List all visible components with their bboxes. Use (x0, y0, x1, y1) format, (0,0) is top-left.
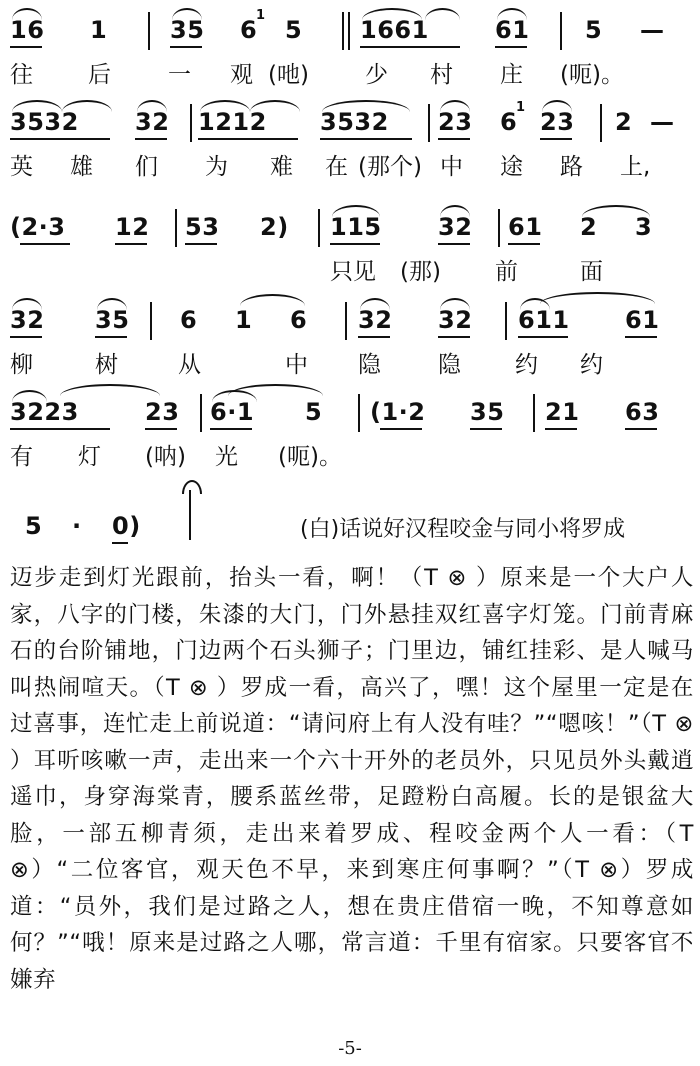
lyric: 光 (215, 444, 238, 470)
note-group: 16 (10, 16, 45, 44)
note-group: 61 (625, 306, 660, 334)
note-group: 3532 (320, 108, 389, 136)
barline (428, 104, 430, 142)
lyrics-line (0, 346, 700, 378)
beam (145, 428, 177, 430)
note-group: — (650, 108, 675, 136)
lyric: 柳 (10, 352, 33, 378)
lyrics-line (0, 253, 700, 285)
note-group: (2·3 (10, 213, 66, 241)
note-group: 32 (135, 108, 170, 136)
beam (360, 46, 460, 48)
beam (115, 243, 147, 245)
beam (198, 138, 298, 140)
barline (358, 394, 360, 432)
lyric: 少 (365, 62, 388, 88)
beam (625, 428, 657, 430)
lyric: (吔) (268, 62, 309, 88)
lyrics-line (0, 148, 700, 180)
note-group: — (640, 16, 665, 44)
barline (505, 302, 507, 340)
lyric: (呐) (145, 444, 186, 470)
lyric: 上, (620, 154, 651, 180)
lyric: 树 (95, 352, 118, 378)
slur (60, 384, 160, 396)
beam (438, 336, 470, 338)
note-group: 3223 (10, 398, 79, 426)
lyric: (呃)。 (560, 62, 624, 88)
lyric: 一 (168, 62, 191, 88)
note-group: 1212 (198, 108, 267, 136)
note-group: 3 (635, 213, 653, 241)
note-group: 6 (500, 108, 518, 136)
note-group: 61 (508, 213, 543, 241)
lyric: 隐 (358, 352, 381, 378)
slur (228, 384, 323, 396)
barline (533, 394, 535, 432)
note-group: · (72, 512, 82, 540)
beam (508, 243, 540, 245)
barline (150, 302, 152, 340)
slur (240, 294, 305, 306)
notation-line (0, 390, 700, 430)
barline (348, 12, 350, 50)
beam (495, 46, 527, 48)
beam (540, 138, 572, 140)
note-group: 61 (495, 16, 530, 44)
lyric: 后 (88, 62, 111, 88)
note-group: 32 (438, 213, 473, 241)
lyric: 有 (10, 444, 33, 470)
note-group: 35 (170, 16, 205, 44)
note-group: 32 (358, 306, 393, 334)
note-group: 2 (580, 213, 598, 241)
beam (545, 428, 577, 430)
barline (318, 209, 320, 247)
note-group: 611 (518, 306, 570, 334)
barline (560, 12, 562, 50)
barline (498, 209, 500, 247)
lyric: 村 (430, 62, 453, 88)
lyric: 灯 (78, 444, 101, 470)
lyric: 只见 (330, 259, 376, 285)
barline (342, 12, 344, 50)
note-group: 35 (95, 306, 130, 334)
note-group: 35 (470, 398, 505, 426)
beam (518, 336, 568, 338)
note-group: 2 (615, 108, 633, 136)
note-group: 2) (260, 213, 289, 241)
lyric: 庄 (500, 62, 523, 88)
barline (190, 104, 192, 142)
note-group: 21 (545, 398, 580, 426)
note-group: 115 (330, 213, 382, 241)
beam (358, 336, 390, 338)
beam (625, 336, 657, 338)
lyric: 隐 (438, 352, 461, 378)
beam (438, 243, 470, 245)
barline (345, 302, 347, 340)
spoken-dialogue-heading: (白)话说好汉程咬金与同小将罗成 (300, 517, 626, 542)
lyric: 难 (270, 154, 293, 180)
beam (10, 428, 110, 430)
barline (189, 490, 191, 540)
note-group: 5 (285, 16, 303, 44)
lyric: 为 (205, 154, 228, 180)
note-group: 23 (145, 398, 180, 426)
lyric: 观 (230, 62, 253, 88)
lyric: 在 (325, 154, 348, 180)
lyric: 途 (500, 154, 523, 180)
beam (95, 336, 127, 338)
note-group: 6 (240, 16, 258, 44)
note-group: 63 (625, 398, 660, 426)
beam (112, 542, 128, 544)
beam (185, 243, 217, 245)
lyric: (那个) (358, 154, 422, 180)
notation-line (0, 8, 700, 48)
beam (20, 243, 70, 245)
note-group: 5 (305, 398, 323, 426)
note-group: 53 (185, 213, 220, 241)
note-group: 23 (540, 108, 575, 136)
beam (10, 336, 42, 338)
page-number: -5- (338, 1038, 362, 1059)
note-group: 1661 (360, 16, 429, 44)
lyric: 中 (440, 154, 463, 180)
note-group: 6 (180, 306, 198, 334)
slur (540, 292, 655, 304)
beam (320, 138, 412, 140)
beam (10, 46, 42, 48)
beam (438, 138, 470, 140)
lyric: 前 (495, 259, 518, 285)
note-group: 3532 (10, 108, 79, 136)
note-group: 5 (585, 16, 603, 44)
beam (470, 428, 502, 430)
fermata-icon (182, 480, 202, 494)
beam (210, 428, 252, 430)
beam (380, 428, 422, 430)
barline (148, 12, 150, 50)
lyric: 约 (580, 352, 603, 378)
beam (330, 243, 380, 245)
note-group: 23 (438, 108, 473, 136)
lyric: 约 (515, 352, 538, 378)
lyrics-line (0, 438, 700, 470)
lyric: 往 (10, 62, 33, 88)
note-group: 6 (290, 306, 308, 334)
lyric: (那) (400, 259, 441, 285)
note-group: 12 (115, 213, 150, 241)
grace-note: 1 (516, 100, 526, 115)
note-group: (1·2 (370, 398, 426, 426)
note-group: 32 (10, 306, 45, 334)
lyric: (呃)。 (278, 444, 342, 470)
lyric: 雄 (70, 154, 93, 180)
lyric: 从 (178, 352, 201, 378)
beam (10, 138, 110, 140)
beam (135, 138, 167, 140)
note-group: 1 (235, 306, 253, 334)
lyric: 路 (560, 154, 583, 180)
barline (600, 104, 602, 142)
lyric: 英 (10, 154, 33, 180)
note-group: 6·1 (210, 398, 255, 426)
lyrics-line (0, 56, 700, 88)
note-group: 32 (438, 306, 473, 334)
lyric: 中 (285, 352, 308, 378)
note-group: 0) (112, 512, 141, 540)
narrative-text: 迈步走到灯光跟前，抬头一看，啊！（T ⊗ ）原来是一个大户人家，八字的门楼，朱漆的大门，门外悬挂双红喜字灯笼。门前青麻石的台阶铺地，门边两个石头狮子；门里边，铺红挂彩、是人喊马叫热闹喧天。（T ⊗ ）罗成一看，高兴了，嘿！这个屋里一定是在过喜事，连忙走上前说道：“请问府上有人没有哇？”“嗯咳！”（T ⊗ ）耳听咳嗽一声，走出来一个六十开外的老员外，只见员外头戴逍遥巾，身穿海棠青，腰系蓝丝带，足蹬粉白高履。长的是银盆大脸，一部五柳青须，走出来着罗成、程咬金两个人一看：（T ⊗）“二位客官，观天色不早，来到寒庄何事啊？”（T ⊗）罗成道：“员外，我们是过路之人，想在贵庄借宿一晚，不知尊意如何？”“哦！原来是过路之人哪，常言道：千里有宿家。只要客官不嫌弃 (10, 565, 694, 993)
grace-note: 1 (256, 8, 266, 23)
note-group: 1 (90, 16, 108, 44)
barline (175, 209, 177, 247)
lyric: 面 (580, 259, 603, 285)
barline (200, 394, 202, 432)
note-group: 5 (25, 512, 43, 540)
lyric: 们 (135, 154, 158, 180)
beam (170, 46, 202, 48)
